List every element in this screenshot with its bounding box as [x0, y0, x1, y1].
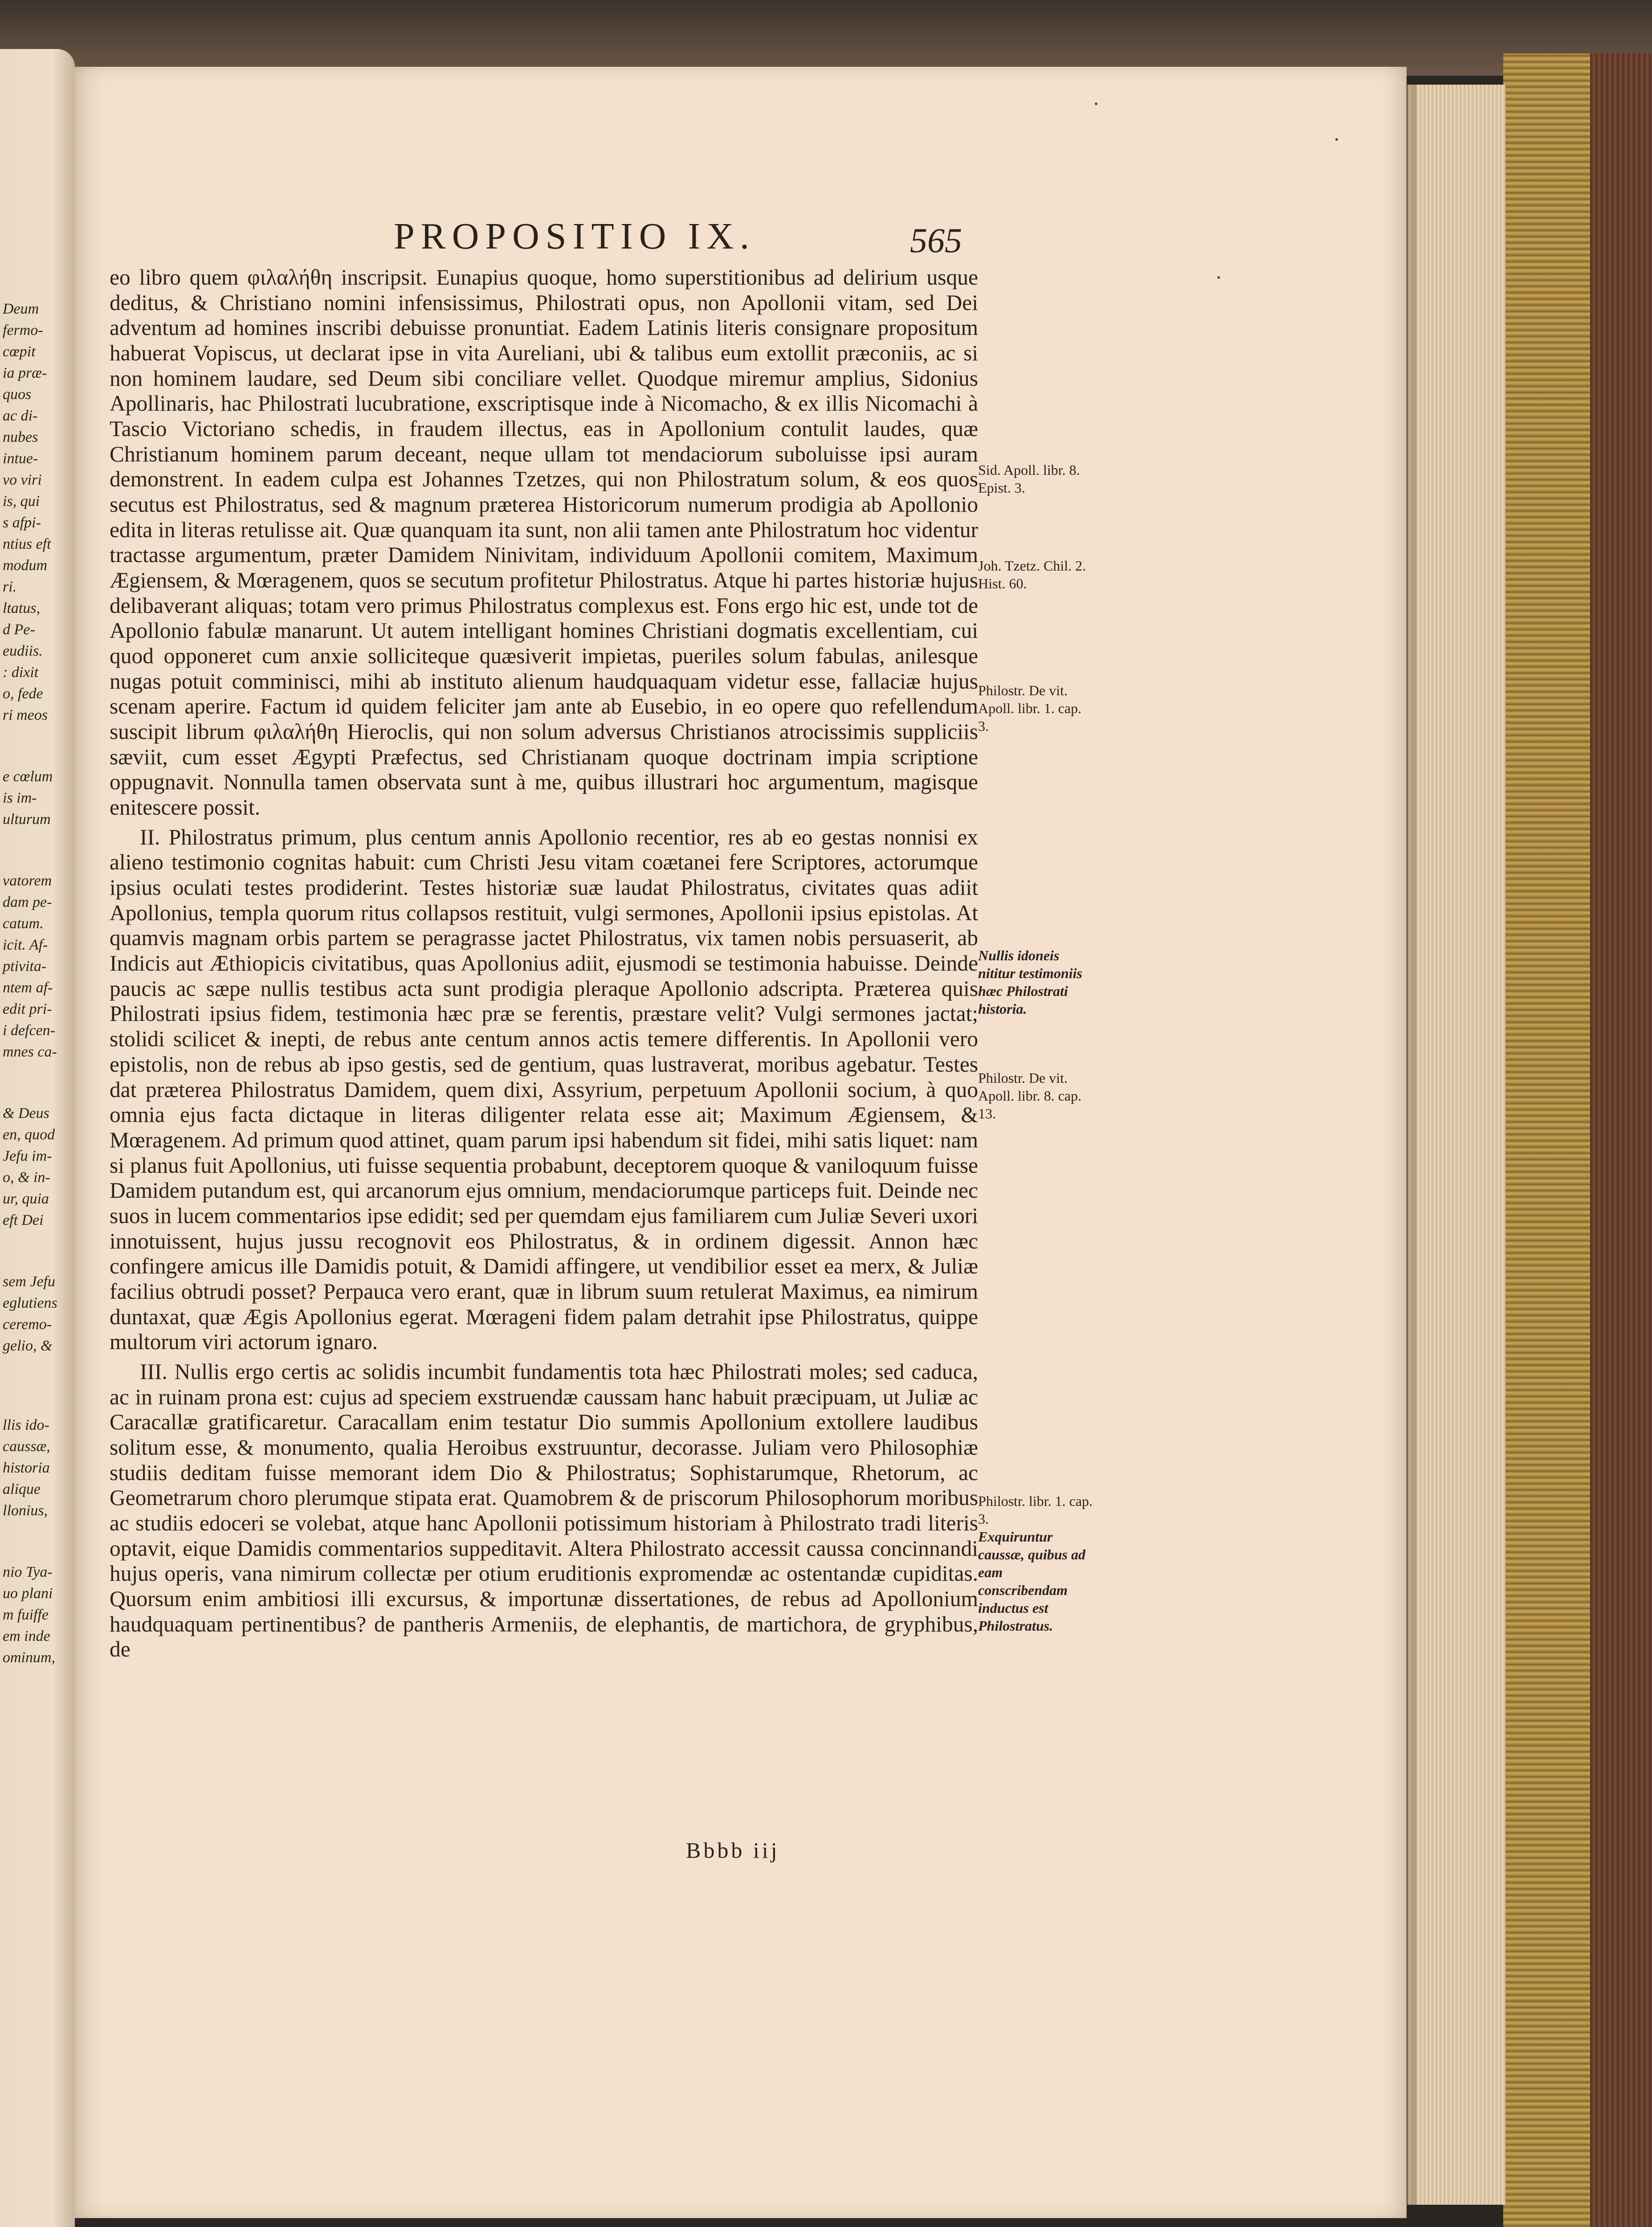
left-page-line: sem Jefu [3, 1273, 56, 1290]
left-page-line: : dixit [3, 664, 39, 681]
left-page-line: eudiis. [3, 643, 43, 659]
left-page-line: quos [3, 386, 32, 403]
book-cover-right-edge [1581, 53, 1652, 2227]
paper-speck [1217, 276, 1220, 279]
left-page-line: ri. [3, 579, 17, 595]
left-page-line: mnes ca- [3, 1044, 57, 1060]
paragraph-1: eo libro quem φιλαλήθη inscripsit. Eunapius quoque, homo superstitionibus ad delirium usque deditus, & Christiano nomini infensissimus, Philostrati opus, non Apollonii vitam, sed Dei adventum ad homines inscribi debuisse pronuntiat. Eadem Latinis literis consignare propositum habuerat Vopiscus, ut declarat ipse in vita Aureliani, ubi & talibus eum extollit præconiis, ac si non hominem laudare, sed Deum sibi conciliare vellet. Quodque miremur amplius, Sidonius Apollinaris, hac Philostrati lucubratione, exscriptisque inde à Nicomacho, & ex illis Nicomachi à Tascio Victoriano schedis, in fraudem illectus, eas in Apollonium contulit laudes, quæ Christianum hominem parum deceant, neque ullam tot mendaciorum suboluisse ipsi auram demonstrent. In eadem culpa est Johannes Tzetzes, qui non Philostratum solum, & eos quos secutus est Philostratus, sed & magnum præterea Historicorum numerum prodigia ab Apollonio edita in literas retulisse ait. Quæ quanquam ita sunt, non alii tamen ante Philostratum hoc videntur tractasse argumentum, præter Damidem Ninivitam, individuum Apollonii comitem, Maximum Ægiensem, & Mœragenem, quos se secutum profitetur Philostratus. Atque hi partes historiæ hujus delibaverant aliquas; totam vero primus Philostratus complexus est. Fons ergo hic est, unde tot de Apollonio fabulæ manarunt. Ut autem intelligant homines Christiani dogmatis excellentiam, cui quod opponeret cum anxie solliciteque quæsiverit impietas, pueriles solum fabulas, anilesque nugas potuit comminisci, mihi ab instituto alienum haudquaquam videtur esse, fallaciæ hujus scenam aperire. Factum id quidem feliciter jam ante ab Eusebio, in eo opere quo refellendum suscipit librum φιλαλήθη Hieroclis, qui non solum adversus Christianos atrocissimis suppliciis sæviit, cum esset Ægypti Præfectus, sed Christianam quoque doctrinam impia scriptione oppugnavit. Nonnulla tamen observata sunt à me, quibus illustrari hoc argumentum, magisque enitescere possit. [110, 265, 978, 820]
left-page-line: ia præ- [3, 365, 47, 381]
left-page-line: ptivita- [3, 958, 47, 975]
left-page-line: fermo- [3, 322, 43, 339]
left-page-line: cœpit [3, 343, 36, 360]
left-page-line: Deum [3, 301, 39, 317]
paragraph-2: II. Philostratus primum, plus centum annis Apollonio recentior, res ab eo gestas nonnisi ex alieno testimonio cognitas habuit: cum Christi Jesu vitam coætanei fere Scriptores, actorumque ipsius oculati testes prodiderint. Testes historiæ suæ laudat Philostratus, civitates quas adiit Apollonius, templa quorum ritus collapsos restituit, vulgi sermones, Apollonii ipsius epistolas. At quamvis magnam orbis partem se peragrasse jactet Philostratus, vix tamen nobis persuaserit, ab Indicis aut Æthiopicis civitatibus, quas Apollonius adiit, ejusmodi se testimonia habuisse. Deinde paucis ac sæpe nullis testibus acta sunt prodigia pleraque Apollonio adscripta. Præterea quis Philostrati ipsius fidem, testimonia hæc præ se ferentis, præstare velit? Vulgi sermones jactat; stolidi scilicet & inepti, de rebus ante centum annos actis temere differentis. In Apollonii vero epistolis, non de rebus ab ipso gestis, sed de gentium, quas lustraverat, moribus agebatur. Testes dat præterea Philostratus Damidem, quem dixi, Assyrium, perpetuum Apollonii socium, à quo omnia ejus facta dictaque in literas diligenter relata esse ait; Maximum Ægiensem, & Mœragenem. Ad primum quod attinet, quam parum ipsi habendum sit fidei, mihi satis liquet: nam si planus fuit Apollonius, uti fuisse sequentia probabunt, deceptorem quoque & vaniloquum fuisse Damidem putandum est, qui arcanorum ejus omnium, mendaciorumque particeps fuit. Deinde nec suos in lucem commentarios ipse edidit; sed per quemdam ejus familiarem cum Juliæ Severi uxori innotuissent, hujus jussu recognovit eos Philostratus, & in ordinem digessit. Annon hæc confingere amicus ille Damidis potuit, & Damidi affingere, ut vendibilior esset ea merx, & Juliæ facilius obtrudi posset? Perpauca vero erant, quæ in librum suum retulerat Maximus, ea nimirum duntaxat, quæ Ægis Apollonius egerat. Mœrageni fidem palam detrahit ipse Philostratus, quippe multorum viri actorum ignaro. [110, 824, 978, 1354]
page-block-edges [1407, 85, 1505, 2205]
left-page-line: is im- [3, 790, 37, 806]
left-page-line: historia [3, 1460, 50, 1476]
left-page-line: ulturum [3, 811, 51, 828]
left-page-line: ceremo- [3, 1316, 52, 1333]
margin-note-philostratus-1: Philostr. De vit. Apoll. libr. 1. cap. 3. [978, 682, 1081, 734]
left-page-line: o, fede [3, 685, 43, 702]
left-page-line: Jefu im- [3, 1148, 52, 1164]
left-page-line: nubes [3, 429, 38, 445]
left-page-line: ri meos [3, 707, 48, 723]
left-page-line: ominum, [3, 1649, 56, 1666]
left-page-line: vatorem [3, 873, 52, 889]
margin-note-exquiruntur: Exquiruntur caussæ, quibus ad eam conscribendam inductus est Philostratus. [978, 1529, 1085, 1634]
left-page-line: is, qui [3, 493, 40, 510]
left-page-line: llonius, [3, 1502, 48, 1519]
left-page-line: ltatus, [3, 600, 41, 616]
margin-note-tzetzes: Joh. Tzetz. Chil. 2. Hist. 60. [978, 558, 1086, 591]
left-page-line: icit. Af- [3, 937, 48, 953]
margin-note-nullis-idoneis: Nullis idoneis nititur testimoniis hæc Philostrati historia. [978, 947, 1082, 1017]
left-page-line: ac di- [3, 408, 38, 424]
left-page-line: caussæ, [3, 1438, 50, 1455]
left-page-line: modum [3, 557, 48, 574]
left-page-line: llis ido- [3, 1417, 49, 1433]
left-page-line: edit pri- [3, 1001, 52, 1017]
left-page-line: s afpi- [3, 514, 41, 531]
left-page-line: i defcen- [3, 1022, 55, 1039]
margin-note-sidonius: Sid. Apoll. libr. 8. Epist. 3. [978, 462, 1080, 496]
gilt-page-edge [1503, 53, 1590, 2227]
left-page-line: em inde [3, 1628, 50, 1644]
left-page-line: e cœlum [3, 768, 53, 785]
book-cover-top [0, 0, 1652, 76]
margin-note-philostratus-2: Philostr. De vit. Apoll. libr. 8. cap. 13. [978, 1070, 1081, 1122]
left-page-line: ntem af- [3, 979, 53, 996]
left-page-line: ntius eft [3, 536, 51, 552]
paper-speck [1095, 102, 1097, 105]
left-page-line: & Deus [3, 1105, 49, 1122]
running-head: PROPOSITIO IX. [393, 216, 756, 257]
left-page-line: intue- [3, 450, 38, 467]
signature-mark: Bbbb iij [686, 1838, 780, 1863]
left-page-line: en, quod [3, 1126, 55, 1143]
left-page-fragment [0, 49, 75, 2227]
left-page-line: m fuiffe [3, 1607, 49, 1623]
paper-speck [1335, 138, 1338, 141]
page-number: 565 [910, 221, 962, 260]
left-page-line: gelio, & [3, 1338, 53, 1354]
left-page-line: catum. [3, 915, 44, 932]
left-page-line: eft Dei [3, 1212, 44, 1228]
paragraph-3: III. Nullis ergo certis ac solidis incumbit fundamentis tota hæc Philostrati moles; sed caduca, ac in ruinam prona est: cujus ad speciem exstruendæ caussam hanc habuit præcipuam, ut Juliæ ac Caracallæ gratificaretur. Caracallam enim testatur Dio summis Apollonium extollere laudibus solitum esse, & monumento, qualia Heroibus exstruuntur, decorasse. Juliam vero Philosophiæ studiis deditam fuisse memorant idem Dio & Philostratus; Sophistarumque, Rhetorum, ac Geometrarum choro plerumque stipata erat. Quamobrem & de priscorum Philosophorum moribus ac studiis edoceri se volebat, atque hanc Apollonii potissimum historiam à Philostrato tradi literis optavit, eique Damidis commentarios suppeditavit. Altera Philostrato accessit caussa concinnandi hujus operis, vana nimirum collectæ per otium eruditionis expromendæ ac ostentandæ cupiditas. Quorsum enim ambitiosi illi excursus, & importunæ dissertationes, de rebus ad Apollonium haudquaquam pertinentibus? de pantheris Armeniis, de elephantis, de martichora, de gryphibus, de [110, 1359, 978, 1662]
left-page-line: alique [3, 1481, 41, 1497]
left-page-line: vo viri [3, 472, 42, 488]
body-text [110, 265, 978, 1667]
left-page-line: dam pe- [3, 894, 52, 910]
left-page-line: uo plani [3, 1585, 53, 1602]
left-page-line: eglutiens [3, 1295, 57, 1311]
left-page-line: o, & in- [3, 1169, 50, 1186]
left-page-line: nio Tya- [3, 1564, 53, 1580]
left-page-line: ur, quia [3, 1191, 49, 1207]
margin-note-philostratus-3: Philostr. libr. 1. cap. 3. [978, 1493, 1093, 1527]
left-page-line: d Pe- [3, 621, 35, 638]
